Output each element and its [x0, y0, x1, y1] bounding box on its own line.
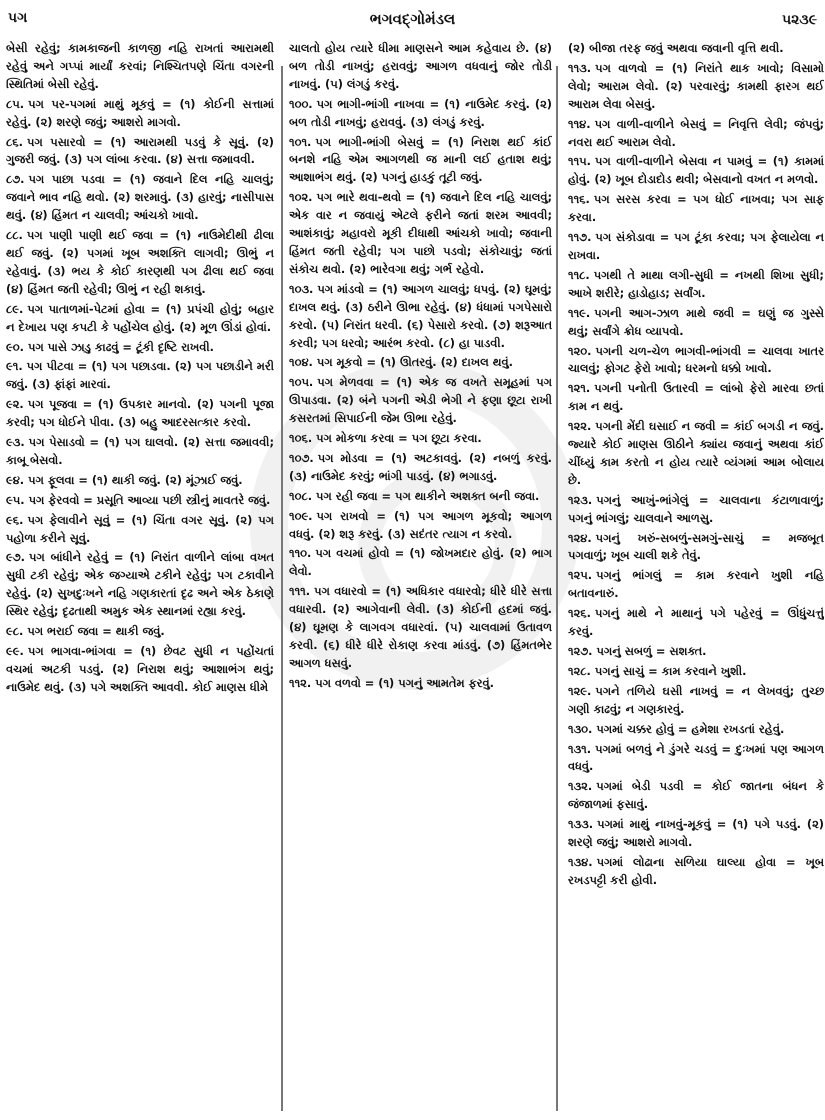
entry-text: પગને તળિયે ઘસી નાખવું = ન લેખવવું; તુચ્છ ગણી કાઢવું; ન ગણકારવું. [568, 683, 824, 716]
dictionary-entry [6, 96, 274, 132]
entry-number: ૧૧૬. [568, 192, 590, 207]
dictionary-entry [568, 530, 824, 566]
header-left-label: પગ [8, 10, 28, 26]
dictionary-entry [289, 374, 552, 428]
dictionary-entry [289, 508, 552, 544]
entry-text: પગ ભારે થવા-થવો = (૧) જવાને દિલ નહિ ચાલવું; એક વાર ન જવાયું એટલે ફરીને જતાં શરમ આવવી; આશંકાવું; મહાવરો મૂકી દીધાથી આંચકો ખાવો; જવાની હિંમત જતી રહેવી; પગ પાછો પડવો; સંકોચાવું; જતાં સંકોચ થવો. (૨) ભારેવગા થવું; ગર્ભ રહેવો. [289, 190, 552, 276]
entry-number: ૧૦૫. [289, 375, 314, 390]
entry-text: પગની મેંદી ઘસાઈ ન જવી = કાંઈ બગડી ન જવું. જ્યારે કોઈ માણસ ઊઠીને ક્યાંય જવાનું અથવા કાંઈ ચીંધ્યું કામ કરતો ન હોય ત્યારે વ્યંગમાં આમ બોલાય છે. [568, 419, 824, 487]
entry-number: ૧૧૯. [568, 305, 591, 320]
continuation-text: ચાલતો હોય ત્યારે ધીમા માણસને આમ કહેવાય છે. (૪) બળ તોડી નાખવું; હરાવવું; આગળ વધવાનું જોર તોડી નાખવું. (૫) લંગડું કરવું. [289, 41, 552, 91]
page-header [0, 0, 825, 40]
entry-text: પગ પાછા પડવા = (૧) જવાને દિલ નહિ ચાલવું; જવાને ભાવ નહિ થવો. (૨) શરમાવું. (૩) હારવું; નાસીપાસ થવું. (૪) હિંમત ન ચાલવી; આંચકો ખાવો. [6, 172, 274, 223]
entry-number: ૮૭. [6, 172, 25, 187]
entry-text: પગ ફૂલવા = (૧) થાકી જવું. (૨) મૂંઝાઈ જવું. [28, 472, 243, 487]
dictionary-entry [289, 488, 552, 506]
dictionary-entry [289, 675, 552, 693]
entry-text: પગ પેસાડવો = (૧) પગ ઘાલવો. (૨) સત્તા જમાવવી; કાબૂ બેસવો. [6, 435, 274, 467]
dictionary-entry [568, 567, 824, 603]
entry-text: પગ મેળવવા = (૧) એક જ વખતે સમૂહમાં પગ ઊપાડવા. (૨) બંને પગની એડી ભેગી ને ફણા છૂટા રાખી કસરતમાં સિપાઈની જેમ ઊભા રહેવું. [289, 375, 552, 426]
entry-number: ૧૨૬. [568, 606, 591, 621]
dictionary-entry [568, 854, 824, 890]
entry-text: પગ ફેલાવીને સૂવું = (૧) ચિંતા વગર સૂવું. (૨) પગ પહોળા કરીને સૂવું. [6, 512, 274, 545]
dictionary-entry [568, 721, 824, 739]
dictionary-entry [568, 816, 824, 852]
dictionary-entry [568, 605, 824, 641]
entry-number: ૧૦૩. [289, 281, 314, 296]
entry-number: ૧૧૫. [568, 154, 591, 169]
continuation-text: (૨) બીજા તરફ જવું અથવા જવાની વૃત્તિ થવી. [568, 41, 784, 55]
dictionary-entry [6, 643, 274, 697]
entry-text: પગ બાંધીને રહેવું = (૧) નિરાંત વાળીને લાંબા વખત સુધી ટકી રહેવું; એક જગ્યાએ ટકીને રહેવું; પગ ટકાવીને રહેવું. (૨) સુખદુઃખને નહિ ગણકારતાં દૃઢ અને એક ઠેકાણે સ્થિર રહેવું; દૃઢતાથી અમુક એક સ્થાનમાં રહ્યા કરવું. [6, 550, 274, 619]
entry-number: ૧૦૨. [289, 190, 313, 205]
dictionary-entry [6, 339, 274, 357]
entry-number: ૯૨. [6, 397, 24, 412]
entry-number: ૧૩૩. [568, 817, 594, 832]
entry-number: ૯૦. [6, 339, 24, 354]
dictionary-entry [6, 492, 274, 510]
dictionary-entry [289, 354, 552, 372]
entry-number: ૧૨૨. [568, 419, 592, 434]
entry-text: પગમાં લોઢાના સળિયા ઘાલ્યા હોવા = ખૂબ રખડપટ્ટી કરી હોવી. [568, 854, 824, 887]
dictionary-entry [568, 305, 824, 341]
entry-number: ૮૯. [6, 301, 24, 316]
entry-number: ૧૧૭. [568, 230, 592, 245]
entry-text: પગ રહી જવા = પગ થાકીને અશક્ત બની જવા. [316, 488, 540, 503]
entry-number: ૧૩૪. [568, 854, 593, 869]
dictionary-entry [289, 583, 552, 673]
column-1 [6, 40, 274, 1110]
continuation-text: બેસી રહેવું; કામકાજની કાળજી નહિ રાખતાં આરામથી રહેવું અને ગપ્પાં માર્યાં કરવાં; નિશ્ચિતપણે ચિંતા વગરની સ્થિતિમાં બેસી રહેવું. [6, 41, 274, 91]
entry-number: ૯૫. [6, 492, 25, 507]
entry-number: ૧૨૭. [568, 644, 593, 658]
entry-text: પગ ભાગવા-ભાંગવા = (૧) છેવટ સુધી ન પહોંચતાં વચમાં અટકી પડવું. (૨) નિરાશ થવું; આશાભંગ થવું; નાઉમેદ થવું. (૩) પગે અશક્તિ આવવી. કોઈ માણસ ધીમે [6, 644, 274, 694]
entry-number: ૧૦૦. [289, 96, 313, 111]
entry-text: પગ વળવો = (૧) પગનું આમતેમ ફરવું. [315, 675, 494, 690]
entry-text: પગ મૂકવો = (૧) ઊતરવું. (૨) દાખલ થવું. [316, 355, 513, 370]
entry-text: પગ ફેરવવો = પ્રસૂતિ આવ્યા પછી સ્ત્રીનું માવતરે જવું. [28, 492, 271, 507]
entry-number: ૧૧૪. [568, 116, 591, 131]
dictionary-entry [6, 227, 274, 299]
entry-text: પગ વાળી-વાળીને બેસવા ન પામવું = (૧) કામમાં હોવું. (૨) ખૂબ દોડાદોડ થવી; બેસવાનો વખત ન મળવો. [568, 154, 824, 187]
entry-number: ૧૦૭. [289, 450, 314, 465]
entry-text: પગ સરસ કરવા = પગ ધોઈ નાખવા; પગ સાફ કરવા. [568, 192, 824, 225]
entry-number: ૯૬. [6, 512, 24, 527]
dictionary-entry [568, 418, 824, 490]
entry-text: પગમાં માથું નાખવું-મૂકવું = (૧) પગે પડવું. (૨) શરણે જવું; આશરો માગવો. [568, 817, 824, 850]
entry-text: પગનું માથે ને માથાનું પગે પહેરવું = ઊંધુંચત્તું કરવું. [568, 606, 824, 639]
entry-number: ૧૦૪. [289, 355, 313, 370]
dictionary-entry [568, 116, 824, 152]
entry-text: પગ સંકોડાવા = પગ ટૂંકા કરવા; પગ ફેલાયેલા ન રાખવા. [568, 230, 824, 262]
entry-text: પગ મોડવા = (૧) અટકાવવું. (૨) નબળું કરવું. (૩) નાઉમેદ કરવું; ભાંગી પાડવું. (૪) ભગાડવું. [289, 450, 552, 483]
entry-number: ૧૧૨. [289, 675, 312, 690]
entry-text: પગની આગ-ઝાળ માથે જવી = ઘણું જ ગુસ્સે થવું; સર્વાંગે ક્રોધ વ્યાપવો. [568, 305, 824, 338]
dictionary-entry [289, 450, 552, 486]
entry-number: ૧૧૧. [289, 584, 311, 599]
entry-text: પગ વાળવો = (૧) નિરાંતે થાક ખાવો; વિસામો લેવો; આરામ લેવો. (૨) પરવારવું; કામથી ફારગ થઈ આરામ લેવા બેસવું. [568, 60, 824, 111]
entry-number: ૮૮. [6, 228, 23, 243]
dictionary-entry [289, 545, 552, 581]
dictionary-columns [0, 40, 825, 1115]
entry-number: ૧૦૮. [289, 488, 313, 503]
entry-number: ૧૧૩. [568, 60, 592, 75]
page-number: ૫૨૩૯ [781, 12, 817, 28]
entry-list [568, 60, 824, 890]
dictionary-entry [568, 683, 824, 719]
entry-text: પગનું સબળું = સશક્ત. [596, 644, 707, 658]
entry-text: પગ પૂજવા = (૧) ઉપકાર માનવો. (૨) પગની પૂજા કરવી; પગ ધોઈને પીવા. (૩) બહુ આદરસત્કાર કરવો. [6, 397, 274, 430]
entry-text: પગ પીટવા = (૧) પગ પછાડવા. (૨) પગ પછાડીને મરી જવું. (૩) ફાંફાં મારવાં. [6, 359, 274, 392]
dictionary-entry [568, 343, 824, 379]
column-divider [281, 66, 283, 1111]
entry-number: ૯૪. [6, 472, 25, 487]
entry-number: ૧૨૧. [568, 381, 591, 396]
entry-number: ૯૩. [6, 435, 25, 450]
entry-text: પગ વધારવો = (૧) અધિકાર વધારવો; ધીરે ધીરે સત્તા વધારવી. (૨) આગેવાની લેવી. (૩) કોઈની હદમાં જવું. (૪) ઘૂમણ કે લાગવગ વધારવાં. (૫) ચાલવામાં ઉતાવળ કરવી. (૬) ધીરે ધીરે રોકાણ કરવા માંડવું. (૭) હિંમતભેર આગળ ધસવું. [289, 584, 552, 670]
dictionary-entry [6, 623, 274, 641]
entry-number: ૧૩૨. [568, 779, 593, 794]
entry-number: ૮૬. [6, 134, 23, 149]
entry-number: ૧૨૮. [568, 663, 591, 678]
column-2 [289, 40, 552, 1110]
dictionary-entry [568, 191, 824, 227]
dictionary-entry [6, 472, 274, 490]
entry-text: પગમાં બળવું ને ડુંગરે ચડવું = દુઃખમાં પણ આગળ વધવું. [568, 741, 824, 774]
entry-number: ૧૨૯. [568, 683, 592, 698]
dictionary-entry [568, 267, 824, 303]
entry-text: પગ પાતાળમાં-પેટમાં હોવા = (૧) પ્રપંચી હોવું; બહાર ન દેખાય પણ કપટી કે પહોંચેલ હોવું. (૨) મૂળ ઊંડાં હોવાં. [6, 301, 274, 334]
dictionary-entry [289, 189, 552, 279]
column-3 [568, 40, 824, 1110]
page-title: ભગવદ્ગોમંડલ [369, 10, 456, 28]
entry-list [289, 96, 552, 693]
entry-number: ૮૫. [6, 96, 25, 111]
entry-text: પગની પનોતી ઉતારવી = લાંબો ફેરો મારવા છતાં કામ ન થવું. [568, 381, 824, 414]
entry-number: ૧૨૫. [568, 568, 593, 583]
dictionary-entry [568, 380, 824, 416]
dictionary-entry [6, 434, 274, 470]
entry-number: ૧૦૬. [289, 431, 313, 446]
dictionary-entry [6, 134, 274, 170]
dictionary-entry [289, 430, 552, 448]
entry-number: ૧૩૦. [568, 721, 593, 736]
dictionary-entry [6, 549, 274, 621]
dictionary-entry [289, 281, 552, 353]
entry-text: પગ વાળી-વાળીને બેસવું = નિવૃત્તિ લેવી; જંપવું; નવરા થઈ આરામ લેવો. [568, 116, 824, 149]
dictionary-entry [289, 134, 552, 188]
dictionary-entry [568, 492, 824, 528]
entry-number: ૧૩૧. [568, 741, 592, 756]
entry-number: ૯૭. [6, 550, 25, 565]
entry-text: પગનું ભાંગલું = કામ કરવાને ખુશી નહિ બતાવનારું. [568, 568, 824, 601]
dictionary-entry [568, 643, 824, 661]
entry-text: પગમાં બેડી પડવી = કોઈ જાતના બંધન કે જંજાળમાં ફસાવું. [568, 779, 824, 812]
entry-text: પગમાં ચક્કર હોવું = હમેશા રખડતાં રહેવું. [596, 721, 785, 736]
dictionary-entry [568, 153, 824, 189]
dictionary-entry [568, 741, 824, 777]
dictionary-entry [568, 778, 824, 814]
entry-number: ૯૧. [6, 359, 23, 374]
entry-text: પગ મોકળા કરવા = પગ છૂટા કરવા. [316, 431, 482, 446]
entry-text: પગ રાખવો = (૧) પગ આગળ મૂકવો; આગળ વધવું. (૨) શરૂ કરવું. (૩) સદંતર ત્યાગ ન કરવો. [289, 508, 552, 541]
entry-text: પગ પસારવો = (૧) આરામથી પડવું કે સૂવું. (૨) ગુજરી જવું. (૩) પગ લાંબા કરવા. (૪) સત્તા જમાવવી. [6, 134, 274, 167]
column-divider [556, 66, 558, 1111]
entry-list [6, 96, 274, 697]
entry-text: પગ ભરાઈ જવા = થાકી જવું. [27, 624, 165, 639]
entry-text: પગ વચમાં હોવો = (૧) જોખમદાર હોવું. (૨) ભાગ લેવો. [289, 546, 552, 579]
entry-text: પગ માંડવો = (૧) આગળ ચાલવું; ધપવું. (૨) ઘૂમવું; દાખલ થવું. (૩) ઠરીને ઊભા રહેવું. (૪) ધંધામાં પગપેસારો કરવો. (૫) નિરાંત ધરવી. (૬) પેસારો કરવો. (૭) શરૂઆત કરવી; પગ ધરવો; આરંભ કરવો. (૮) હા પાડવી. [289, 281, 552, 350]
entry-text: પગ પાણી પાણી થઈ જવા = (૧) નાઉમેદીથી ઢીલા થઈ જવું. (૨) પગમાં ખૂબ અશક્તિ લાગવી; ઊભું ન રહેવાવું. (૩) ભય કે કોઈ કારણથી પગ ઢીલા થઈ જવા (૪) હિંમત જતી રહેવી; ઊભું ન રહી શકાવું. [6, 228, 274, 296]
entry-number: ૧૧૦. [289, 546, 312, 561]
entry-text: પગની ચળ-ચેળ ભાગવી-ભાંગવી = ચાલવા ખાતર ચાલવું; ફોગટ ફેરો ખાવો; ધરમનો ધક્કો ખાવો. [568, 343, 824, 376]
dictionary-entry [568, 663, 824, 681]
entry-text: પગ ભાગી-ભાંગી બેસવું = (૧) નિરાશ થઈ કાંઈ બનશે નહિ એમ આગળથી જ માની લઈ હતાશ થવું; આશાભંગ થવું. (૨) પગનું હાડકું તૂટી જવું. [289, 134, 552, 185]
entry-number: ૯૮. [6, 624, 24, 639]
entry-number: ૧૨૦. [568, 343, 592, 358]
dictionary-entry [6, 171, 274, 225]
entry-text: પગથી તે માથા લગી-સુધી = નખથી શિખા સુધી; આખે શરીરે; હાડોહાડ; સર્વાંગ. [568, 267, 824, 300]
entry-text: પગનું સાચું = કામ કરવાને ખુશી. [594, 663, 747, 678]
entry-text: પગ પર-પગમાં માથું મૂકવું = (૧) કોઈની સત્તામાં રહેવું. (૨) શરણે જવું; આશરો માગવો. [6, 96, 274, 129]
dictionary-entry [6, 512, 274, 548]
dictionary-entry [6, 396, 274, 432]
entry-number: ૧૨૩. [568, 492, 593, 507]
dictionary-entry [6, 301, 274, 337]
dictionary-entry [568, 229, 824, 265]
entry-text: પગનું ખરું-સબળું-સમગું-સાચું = મજબૂત પગવાળું; ખૂબ ચાલી શકે તેવું. [568, 530, 824, 563]
entry-text: પગનું આખું-ભાંગેલું = ચાલવાના કંટાળાવાળું; પગનું ભાંગલું; ચાલવાને આળસુ. [568, 492, 824, 525]
entry-text: પગ ભાગી-ભાંગી નાખવા = (૧) નાઉમેદ કરવું. (૨) બળ તોડી નાખવું; હરાવવું. (૩) લંગડું કરવું. [289, 96, 552, 129]
entry-number: ૯૯. [6, 644, 24, 658]
entry-text: પગ પાસે ઝાડુ કાઢવું = ટૂંકી દૃષ્ટિ રાખવી. [27, 339, 214, 354]
entry-number: ૧૦૯. [289, 508, 313, 523]
dictionary-entry [568, 60, 824, 114]
entry-number: ૧૦૧. [289, 134, 312, 149]
entry-number: ૧૧૮. [568, 267, 590, 282]
entry-number: ૧૨૪. [568, 530, 592, 545]
dictionary-entry [289, 96, 552, 132]
dictionary-entry [6, 358, 274, 394]
